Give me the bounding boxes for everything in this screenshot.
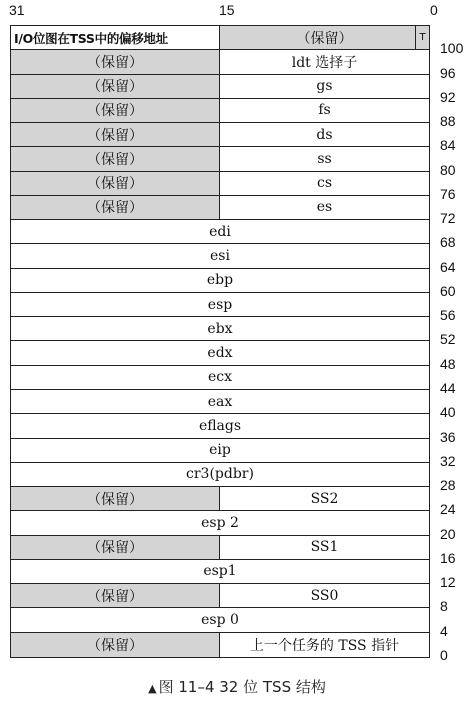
tss-row <box>11 511 429 535</box>
selector-field <box>220 633 429 657</box>
tss-row <box>11 99 429 123</box>
field-label: es <box>316 199 333 216</box>
selector-field <box>220 99 429 122</box>
figure-caption <box>0 676 474 697</box>
tss-row <box>11 560 429 584</box>
offset-label: 0 <box>440 646 448 663</box>
selector-field <box>220 196 429 219</box>
tss-row <box>11 172 429 196</box>
tss-row <box>11 269 429 293</box>
field-label: cs <box>316 175 333 192</box>
selector-field <box>220 487 429 510</box>
offset-label: 76 <box>440 185 456 202</box>
register-field: eax <box>207 393 233 410</box>
offset-label: 88 <box>440 113 456 130</box>
tss-row <box>11 608 429 632</box>
selector-field <box>220 584 429 607</box>
tss-row <box>11 390 429 414</box>
offset-label: 52 <box>440 331 456 348</box>
offset-label: 80 <box>440 161 456 178</box>
offset-label: 72 <box>440 210 456 227</box>
tss-row <box>11 26 429 50</box>
tss-row <box>11 414 429 438</box>
selector-field <box>220 123 429 146</box>
field-label: SS2 <box>310 490 339 507</box>
offset-label: 92 <box>440 88 456 105</box>
tss-row <box>11 147 429 171</box>
offset-label: 100 <box>440 40 464 57</box>
selector-field <box>220 536 429 559</box>
register-field: ebx <box>207 320 233 337</box>
field-label: ldt 选择子 <box>291 54 358 71</box>
reserved-field: （保留） <box>11 75 220 98</box>
register-field: eflags <box>198 417 242 434</box>
reserved-field: （保留） <box>11 196 220 219</box>
register-field: esp1 <box>203 563 237 580</box>
offset-label: 12 <box>440 574 456 591</box>
tss-row <box>11 75 429 99</box>
reserved-field: （保留） <box>11 584 220 607</box>
reserved-field: （保留） <box>11 50 220 73</box>
tss-row <box>11 123 429 147</box>
bit-label-15: 15 <box>219 2 235 18</box>
tss-structure-table <box>10 25 430 658</box>
offset-label: 60 <box>440 282 456 299</box>
tss-row <box>11 487 429 511</box>
reserved-field: （保留） <box>11 147 220 170</box>
offset-label: 68 <box>440 234 456 251</box>
bit-label-0: 0 <box>430 2 438 18</box>
tss-row <box>11 341 429 365</box>
field-label: gs <box>316 78 333 95</box>
reserved-field: （保留） <box>11 633 220 657</box>
offset-label: 36 <box>440 428 456 445</box>
reserved-field: （保留） <box>11 487 220 510</box>
offset-label: 40 <box>440 404 456 421</box>
selector-field <box>220 172 429 195</box>
offset-label: 20 <box>440 525 456 542</box>
offset-label: 56 <box>440 307 456 324</box>
reserved-field: （保留） <box>11 99 220 122</box>
tss-row <box>11 244 429 268</box>
io-map-offset-field: I/O位图在TSS中的偏移地址 <box>11 26 220 49</box>
tss-row <box>11 366 429 390</box>
offset-label: 64 <box>440 258 456 275</box>
tss-row <box>11 293 429 317</box>
tss-row <box>11 220 429 244</box>
tss-row <box>11 463 429 487</box>
selector-field <box>220 50 429 73</box>
offset-label: 96 <box>440 64 456 81</box>
field-label: ss <box>317 150 332 167</box>
register-field: esp 0 <box>201 612 239 628</box>
caption-text: 图 11–4 32 位 TSS 结构 <box>158 678 326 696</box>
field-label: SS1 <box>310 539 339 556</box>
reserved-field <box>220 26 429 49</box>
reserved-field: （保留） <box>11 123 220 146</box>
register-field: cr3(pdbr) <box>186 466 254 483</box>
byte-offset-column <box>440 25 474 663</box>
field-label: ds <box>316 126 333 143</box>
t-flag-bit: T <box>415 26 429 49</box>
offset-label: 32 <box>440 452 456 469</box>
selector-field <box>220 147 429 170</box>
register-field: edi <box>209 223 231 240</box>
reserved-field: （保留） <box>11 536 220 559</box>
tss-row <box>11 50 429 74</box>
register-field: ebp <box>206 272 234 289</box>
reserved-field: （保留） <box>11 172 220 195</box>
offset-label: 16 <box>440 549 456 566</box>
offset-label: 84 <box>440 137 456 154</box>
tss-row <box>11 196 429 220</box>
bit-label-31: 31 <box>9 2 25 18</box>
offset-label: 8 <box>440 598 448 615</box>
offset-label: 44 <box>440 379 456 396</box>
tss-row <box>11 633 429 657</box>
field-label: （保留） <box>296 30 353 47</box>
register-field: ecx <box>207 369 233 386</box>
field-label: SS0 <box>310 587 339 604</box>
offset-label: 4 <box>440 622 448 639</box>
register-field: eip <box>209 442 231 459</box>
register-field: edx <box>207 345 233 362</box>
caption-marker: ▲ <box>148 682 157 695</box>
register-field: esp 2 <box>201 514 239 531</box>
offset-label: 24 <box>440 501 456 518</box>
offset-label: 48 <box>440 355 456 372</box>
tss-row <box>11 317 429 341</box>
field-label: fs <box>318 102 331 119</box>
tss-row <box>11 439 429 463</box>
register-field: esp <box>207 296 233 313</box>
tss-row <box>11 536 429 560</box>
field-label: 上一个任务的 TSS 指针 <box>249 637 400 654</box>
register-field: esi <box>210 248 230 265</box>
offset-label: 28 <box>440 477 456 494</box>
tss-row <box>11 584 429 608</box>
selector-field <box>220 75 429 98</box>
